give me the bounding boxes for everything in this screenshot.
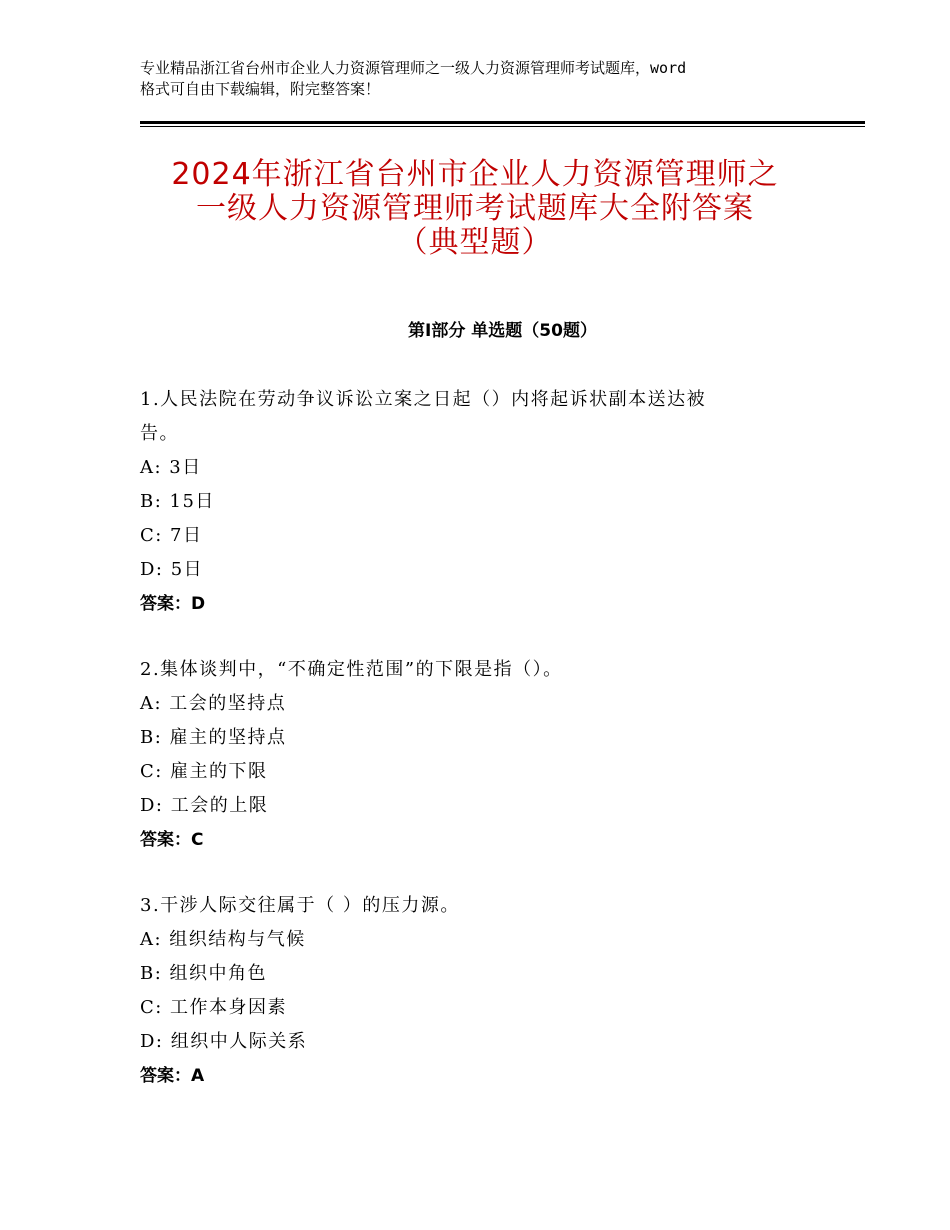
option-b: B: 雇主的坚持点: [140, 727, 287, 748]
option-a: A: 组织结构与气候: [140, 929, 306, 950]
option-d: D: 组织中人际关系: [140, 1031, 308, 1052]
option-a: A: 3日: [140, 457, 202, 478]
header-rule-thin: [140, 126, 865, 127]
document-title: [110, 158, 840, 260]
question-stem: 1.人民法院在劳动争议诉讼立案之日起（）内将起诉状副本送达被: [140, 389, 707, 410]
header-rule-thick: [140, 121, 865, 124]
question-1: [140, 383, 780, 621]
option-c: C: 工作本身因素: [140, 997, 288, 1018]
section-title: 第Ⅰ部分 单选题（50题）: [408, 321, 597, 341]
document-title-line-3: （典型题）: [397, 225, 553, 260]
header-note: [140, 58, 820, 100]
question-3: [140, 889, 780, 1093]
question-2: [140, 653, 780, 857]
header-note-line-2: 格式可自由下载编辑，附完整答案！: [140, 80, 381, 98]
question-stem-continued: 告。: [140, 423, 179, 444]
option-b: B: 15日: [140, 491, 215, 512]
question-list: [140, 383, 780, 1125]
answer: 答案：D: [140, 594, 206, 614]
answer: 答案：C: [140, 830, 204, 850]
document-title-line-2: 一级人力资源管理师考试题库大全附答案: [196, 191, 754, 226]
option-d: D: 5日: [140, 559, 204, 580]
option-b: B: 组织中角色: [140, 963, 268, 984]
answer: 答案：A: [140, 1066, 205, 1086]
question-stem: 2.集体谈判中，“不确定性范围”的下限是指（）。: [140, 659, 563, 680]
header-note-line-1: 专业精品浙江省台州市企业人力资源管理师之一级人力资源管理师考试题库，word: [140, 59, 687, 77]
option-d: D: 工会的上限: [140, 795, 269, 816]
option-c: C: 雇主的下限: [140, 761, 268, 782]
question-stem: 3.干涉人际交往属于（ ）的压力源。: [140, 895, 460, 916]
option-c: C: 7日: [140, 525, 203, 546]
document-title-line-1: 2024年浙江省台州市企业人力资源管理师之: [171, 157, 779, 192]
option-a: A: 工会的坚持点: [140, 693, 287, 714]
